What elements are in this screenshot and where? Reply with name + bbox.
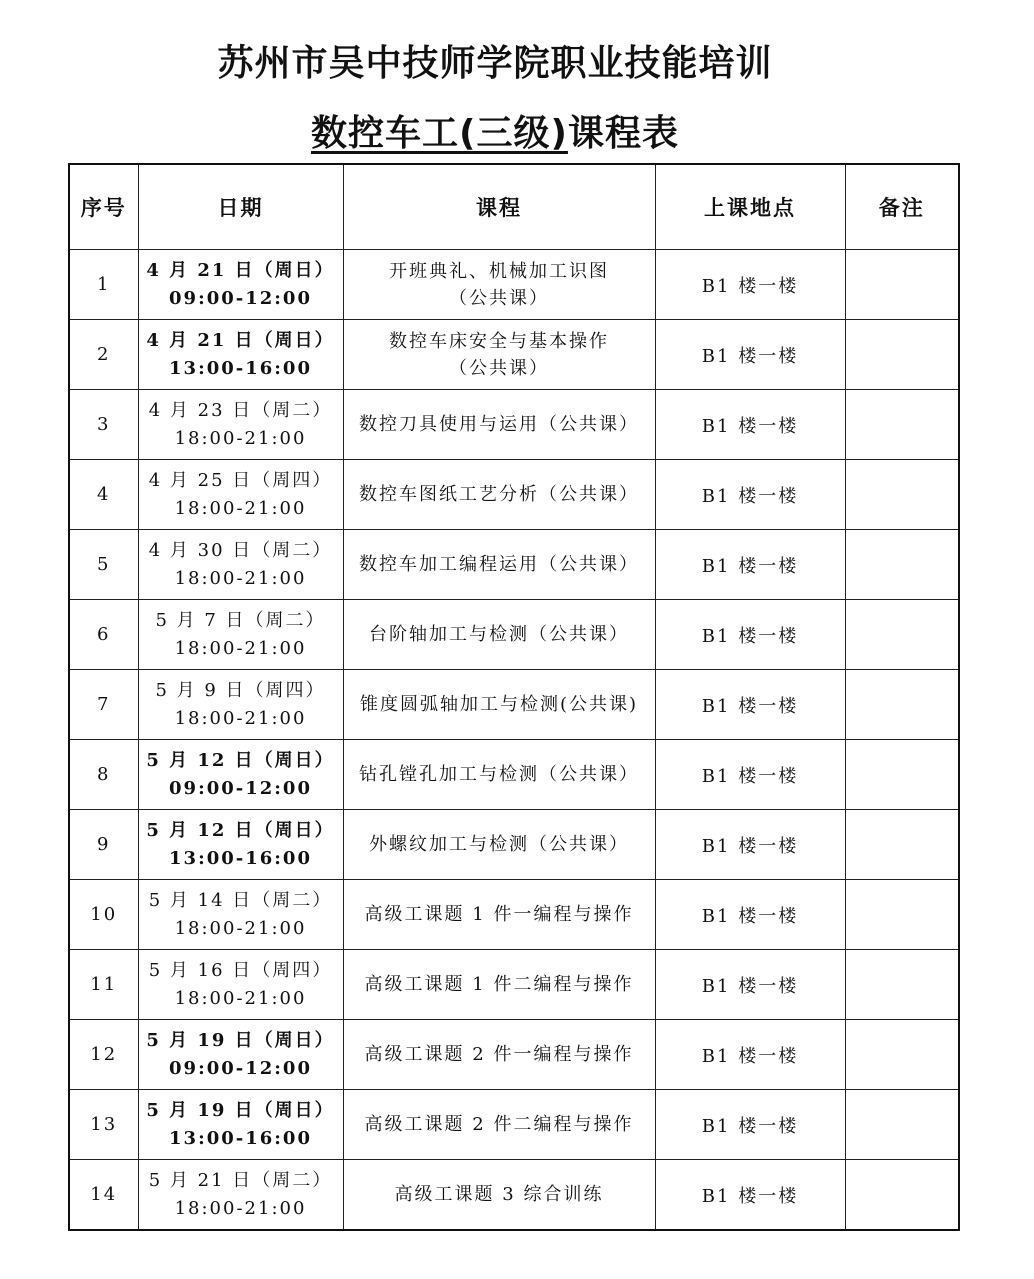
course-title: 锥度圆弧轴加工与检测(公共课)	[359, 694, 639, 715]
course-title: 高级工课题 1 件一编程与操作	[364, 904, 634, 925]
time-text: 13:00-16:00	[169, 847, 312, 869]
cell-date	[138, 670, 343, 740]
cell-location: B1 楼一楼	[655, 600, 845, 670]
cell-no: 10	[69, 880, 138, 950]
cell-remark	[845, 320, 959, 390]
cell-date	[138, 880, 343, 950]
cell-course	[343, 600, 655, 670]
cell-location: B1 楼一楼	[655, 390, 845, 460]
date-text: 5 月 14 日（周二）	[148, 889, 333, 911]
cell-date	[138, 530, 343, 600]
table-row	[69, 1090, 959, 1160]
cell-date	[138, 600, 343, 670]
cell-date	[138, 460, 343, 530]
table-row	[69, 1160, 959, 1231]
time-text: 09:00-12:00	[169, 287, 312, 309]
course-title: 数控车加工编程运用（公共课）	[359, 554, 639, 575]
time-text: 18:00-21:00	[174, 567, 307, 589]
date-text: 5 月 12 日（周日）	[146, 819, 335, 841]
cell-course	[343, 1160, 655, 1231]
cell-location: B1 楼一楼	[655, 250, 845, 320]
subtitle-course-name: 数控车工(三级)	[311, 113, 568, 154]
cell-location: B1 楼一楼	[655, 530, 845, 600]
table-row	[69, 530, 959, 600]
cell-remark	[845, 600, 959, 670]
cell-date	[138, 1020, 343, 1090]
header-location: 上课地点	[655, 164, 845, 250]
header-date: 日期	[138, 164, 343, 250]
cell-no: 13	[69, 1090, 138, 1160]
cell-no: 3	[69, 390, 138, 460]
cell-course	[343, 740, 655, 810]
cell-date	[138, 1090, 343, 1160]
document-subtitle	[0, 108, 990, 160]
course-title: 开班典礼、机械加工识图	[389, 260, 609, 282]
cell-no: 14	[69, 1160, 138, 1231]
time-text: 18:00-21:00	[174, 637, 307, 659]
subtitle-suffix: 课程表	[567, 113, 679, 154]
table-row	[69, 320, 959, 390]
time-text: 18:00-21:00	[174, 917, 307, 939]
date-text: 4 月 21 日（周日）	[146, 329, 335, 351]
course-title: 高级工课题 3 综合训练	[394, 1184, 604, 1205]
cell-course	[343, 250, 655, 320]
cell-course	[343, 390, 655, 460]
cell-remark	[845, 250, 959, 320]
table-row	[69, 950, 959, 1020]
cell-remark	[845, 1160, 959, 1231]
cell-location: B1 楼一楼	[655, 1160, 845, 1231]
cell-no: 6	[69, 600, 138, 670]
cell-date	[138, 740, 343, 810]
cell-location: B1 楼一楼	[655, 740, 845, 810]
date-text: 5 月 16 日（周四）	[148, 959, 333, 981]
cell-location: B1 楼一楼	[655, 950, 845, 1020]
cell-date	[138, 950, 343, 1020]
cell-course	[343, 950, 655, 1020]
cell-no: 1	[69, 250, 138, 320]
cell-remark	[845, 950, 959, 1020]
course-title: 钻孔镗孔加工与检测（公共课）	[359, 764, 639, 785]
cell-date	[138, 390, 343, 460]
header-remark: 备注	[845, 164, 959, 250]
date-text: 5 月 9 日（周四）	[155, 679, 326, 701]
date-text: 4 月 23 日（周二）	[148, 399, 333, 421]
cell-no: 11	[69, 950, 138, 1020]
time-text: 09:00-12:00	[169, 777, 312, 799]
cell-no: 7	[69, 670, 138, 740]
cell-course	[343, 1020, 655, 1090]
cell-date	[138, 250, 343, 320]
cell-location: B1 楼一楼	[655, 1020, 845, 1090]
cell-course	[343, 460, 655, 530]
cell-remark	[845, 740, 959, 810]
time-text: 18:00-21:00	[174, 1197, 307, 1219]
header-no: 序号	[69, 164, 138, 250]
cell-remark	[845, 1090, 959, 1160]
table-body	[69, 250, 959, 1231]
cell-no: 8	[69, 740, 138, 810]
table-row	[69, 880, 959, 950]
table-header-row	[69, 164, 959, 250]
date-text: 5 月 19 日（周日）	[146, 1099, 335, 1121]
course-title: 数控车床安全与基本操作	[389, 330, 609, 352]
time-text: 13:00-16:00	[169, 357, 312, 379]
cell-no: 12	[69, 1020, 138, 1090]
cell-course	[343, 810, 655, 880]
course-type: （公共课）	[449, 287, 549, 309]
cell-location: B1 楼一楼	[655, 810, 845, 880]
cell-course	[343, 530, 655, 600]
table-row	[69, 810, 959, 880]
cell-no: 9	[69, 810, 138, 880]
time-text: 18:00-21:00	[174, 987, 307, 1009]
cell-date	[138, 810, 343, 880]
course-title: 高级工课题 2 件二编程与操作	[364, 1114, 634, 1135]
course-type: （公共课）	[449, 357, 549, 379]
course-title: 外螺纹加工与检测（公共课）	[369, 834, 629, 855]
table-row	[69, 670, 959, 740]
cell-course	[343, 1090, 655, 1160]
cell-location: B1 楼一楼	[655, 320, 845, 390]
header-course: 课程	[343, 164, 655, 250]
cell-location: B1 楼一楼	[655, 880, 845, 950]
table-row	[69, 600, 959, 670]
cell-no: 4	[69, 460, 138, 530]
time-text: 09:00-12:00	[169, 1057, 312, 1079]
date-text: 5 月 7 日（周二）	[155, 609, 326, 631]
cell-date	[138, 320, 343, 390]
cell-remark	[845, 530, 959, 600]
date-text: 5 月 19 日（周日）	[146, 1029, 335, 1051]
table-row	[69, 1020, 959, 1090]
time-text: 18:00-21:00	[174, 427, 307, 449]
cell-remark	[845, 810, 959, 880]
course-title: 数控车图纸工艺分析（公共课）	[359, 484, 639, 505]
cell-course	[343, 320, 655, 390]
cell-location: B1 楼一楼	[655, 670, 845, 740]
cell-no: 5	[69, 530, 138, 600]
cell-location: B1 楼一楼	[655, 1090, 845, 1160]
course-title: 数控刀具使用与运用（公共课）	[359, 414, 639, 435]
cell-remark	[845, 390, 959, 460]
cell-remark	[845, 1020, 959, 1090]
cell-no: 2	[69, 320, 138, 390]
date-text: 4 月 21 日（周日）	[146, 259, 335, 281]
table-row	[69, 390, 959, 460]
course-title: 台阶轴加工与检测（公共课）	[369, 624, 629, 645]
cell-location: B1 楼一楼	[655, 460, 845, 530]
time-text: 18:00-21:00	[174, 497, 307, 519]
date-text: 4 月 25 日（周四）	[148, 469, 333, 491]
cell-course	[343, 880, 655, 950]
table-row	[69, 460, 959, 530]
date-text: 5 月 21 日（周二）	[148, 1169, 333, 1191]
time-text: 18:00-21:00	[174, 707, 307, 729]
cell-date	[138, 1160, 343, 1231]
schedule-table	[68, 163, 960, 1231]
cell-course	[343, 670, 655, 740]
date-text: 4 月 30 日（周二）	[148, 539, 333, 561]
document-title: 苏州市吴中技师学院职业技能培训	[217, 43, 773, 84]
date-text: 5 月 12 日（周日）	[146, 749, 335, 771]
table-row	[69, 250, 959, 320]
time-text: 13:00-16:00	[169, 1127, 312, 1149]
table-row	[69, 740, 959, 810]
course-title: 高级工课题 1 件二编程与操作	[364, 974, 634, 995]
course-title: 高级工课题 2 件一编程与操作	[364, 1044, 634, 1065]
cell-remark	[845, 880, 959, 950]
cell-remark	[845, 460, 959, 530]
cell-remark	[845, 670, 959, 740]
